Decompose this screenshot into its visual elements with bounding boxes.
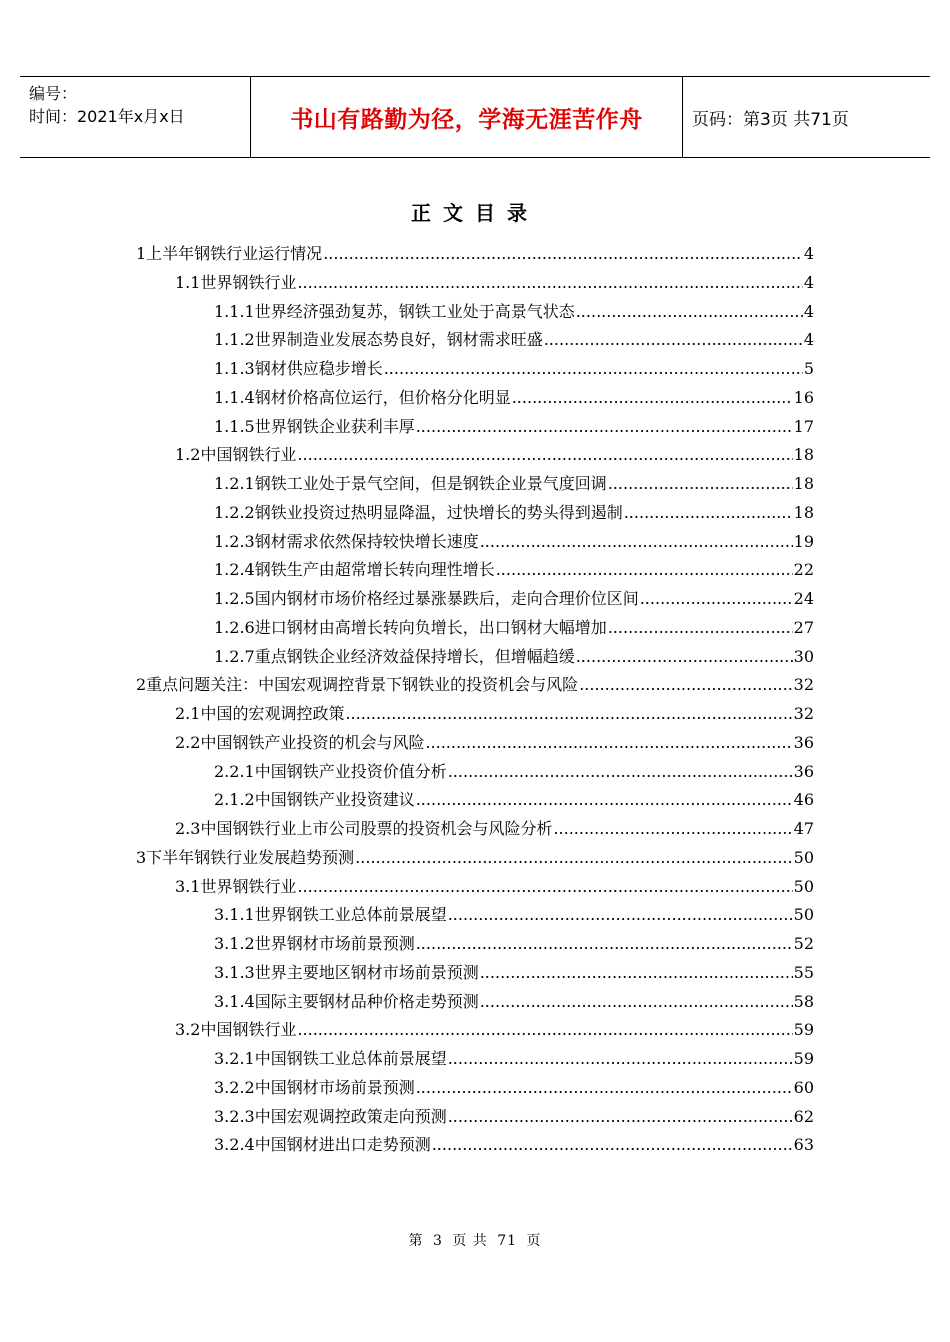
toc-leader-dots xyxy=(416,786,793,814)
toc-entry[interactable] xyxy=(214,528,814,556)
toc-entry[interactable] xyxy=(214,930,814,958)
toc-entry[interactable] xyxy=(175,815,814,843)
toc-leader-dots xyxy=(355,844,792,872)
toc-entry[interactable] xyxy=(214,614,814,642)
footer-middle: 页 共 xyxy=(452,1233,488,1249)
toc-leader-dots xyxy=(624,499,793,527)
toc-entry-title: 2.1.2中国钢铁产业投资建议 xyxy=(214,790,415,810)
toc-entry-page: 18 xyxy=(793,445,814,465)
toc-entry-title: 1.2.3钢材需求依然保持较快增长速度 xyxy=(214,531,479,551)
toc-entry-page: 22 xyxy=(793,560,814,580)
toc-entry-page: 4 xyxy=(803,244,814,263)
toc-entry-title: 1.2中国钢铁行业 xyxy=(175,445,297,465)
header-page-info: 页码：第3页 共71页 xyxy=(692,109,849,130)
toc-leader-dots xyxy=(496,556,793,584)
toc-leader-dots xyxy=(448,758,793,786)
toc-entry[interactable] xyxy=(136,671,814,699)
toc-leader-dots xyxy=(579,671,792,699)
toc-leader-dots xyxy=(512,384,793,412)
toc-entry-title: 3.1世界钢铁行业 xyxy=(175,876,297,896)
toc-entry-page: 50 xyxy=(793,905,814,925)
toc-entry-page: 63 xyxy=(793,1135,814,1155)
toc-leader-dots xyxy=(640,585,793,613)
toc-entry-title: 2.3中国钢铁行业上市公司股票的投资机会与风险分析 xyxy=(175,819,553,838)
toc-leader-dots xyxy=(416,930,793,958)
time-label: 时间：2021年x月x日 xyxy=(29,107,185,126)
toc-entry-title: 1.1.4钢材价格高位运行，但价格分化明显 xyxy=(214,387,511,407)
toc-entry-page: 60 xyxy=(793,1077,814,1097)
toc-entry-title: 2.2.1中国钢铁产业投资价值分析 xyxy=(214,761,447,781)
toc-entry-page: 52 xyxy=(793,934,814,953)
toc-entry-page: 4 xyxy=(803,330,814,350)
toc-entry-title: 1.1.2世界制造业发展态势良好，钢材需求旺盛 xyxy=(214,330,543,350)
toc-entry-title: 1.1.3钢材供应稳步增长 xyxy=(214,359,383,378)
toc-entry-page: 18 xyxy=(793,474,814,493)
document-title: 正文目录 xyxy=(411,201,539,225)
toc-entry-title: 2.1中国的宏观调控政策 xyxy=(175,704,345,723)
toc-entry-title: 3.1.2世界钢材市场前景预测 xyxy=(214,934,415,953)
toc-entry-page: 30 xyxy=(793,646,814,666)
toc-leader-dots xyxy=(576,643,793,671)
page-header xyxy=(20,76,930,158)
toc-entry-title: 3.2.3中国宏观调控政策走向预测 xyxy=(214,1106,447,1126)
toc-leader-dots xyxy=(553,815,792,843)
toc-entry[interactable] xyxy=(214,1074,814,1102)
toc-leader-dots xyxy=(425,729,792,757)
toc-entry-page: 5 xyxy=(803,359,814,378)
toc-entry[interactable] xyxy=(175,441,814,469)
toc-entry-title: 1.2.4钢铁生产由超常增长转向理性增长 xyxy=(214,560,495,580)
toc-entry[interactable] xyxy=(175,873,814,901)
toc-leader-dots xyxy=(345,700,792,728)
toc-entry-title: 3下半年钢铁行业发展趋势预测 xyxy=(136,847,355,867)
toc-entry-title: 3.1.3世界主要地区钢材市场前景预测 xyxy=(214,962,479,982)
toc-leader-dots xyxy=(297,1016,792,1044)
toc-entry[interactable] xyxy=(136,844,814,872)
toc-entry-title: 1.1世界钢铁行业 xyxy=(175,272,297,292)
toc-entry[interactable] xyxy=(214,585,814,613)
toc-leader-dots xyxy=(544,326,803,354)
toc-entry-page: 32 xyxy=(793,675,814,695)
toc-leader-dots xyxy=(448,1103,793,1131)
toc-entry[interactable] xyxy=(214,758,814,786)
toc-entry-title: 2.2中国钢铁产业投资的机会与风险 xyxy=(175,732,425,752)
toc-entry-page: 18 xyxy=(793,502,814,522)
toc-entry[interactable] xyxy=(214,355,814,383)
toc-entry-page: 4 xyxy=(803,272,814,292)
toc-entry[interactable] xyxy=(214,298,814,326)
toc-entry-page: 58 xyxy=(793,991,814,1011)
toc-entry-page: 36 xyxy=(793,732,814,752)
footer-current-page: 3 xyxy=(432,1233,443,1249)
toc-entry-page: 55 xyxy=(793,962,814,982)
toc-entry[interactable] xyxy=(214,901,814,929)
header-motto: 书山有路勤为径，学海无涯苦作舟 xyxy=(251,77,683,157)
toc-entry-page: 17 xyxy=(793,416,814,436)
toc-entry-title: 3.1.4国际主要钢材品种价格走势预测 xyxy=(214,991,479,1011)
toc-leader-dots xyxy=(432,1131,793,1159)
toc-entry-title: 2重点问题关注：中国宏观调控背景下钢铁业的投资机会与风险 xyxy=(136,675,579,695)
toc-leader-dots xyxy=(384,355,803,383)
toc-entry[interactable] xyxy=(214,326,814,354)
toc-entry-page: 32 xyxy=(793,704,814,723)
toc-entry[interactable] xyxy=(214,499,814,527)
toc-entry[interactable] xyxy=(214,1045,814,1073)
toc-entry-title: 1.2.7重点钢铁企业经济效益保持增长，但增幅趋缓 xyxy=(214,646,575,666)
toc-leader-dots xyxy=(416,1074,793,1102)
toc-entry[interactable] xyxy=(214,959,814,987)
footer-prefix: 第 xyxy=(408,1233,424,1249)
toc-entry-page: 59 xyxy=(793,1049,814,1068)
toc-entry-page: 16 xyxy=(793,387,814,407)
toc-entry-page: 24 xyxy=(793,589,814,608)
toc-leader-dots xyxy=(448,1045,793,1073)
toc-entry-page: 62 xyxy=(793,1106,814,1126)
toc-entry[interactable] xyxy=(214,413,814,441)
toc-leader-dots xyxy=(297,269,802,297)
toc-entry[interactable] xyxy=(214,643,814,671)
footer-total-pages: 71 xyxy=(497,1233,518,1249)
toc-entry[interactable] xyxy=(214,470,814,498)
toc-entry[interactable] xyxy=(175,269,814,297)
toc-entry[interactable] xyxy=(175,729,814,757)
toc-leader-dots xyxy=(416,413,793,441)
toc-entry-page: 36 xyxy=(793,761,814,781)
toc-entry-page: 50 xyxy=(793,847,814,867)
toc-entry-title: 1.2.5国内钢材市场价格经过暴涨暴跌后，走向合理价位区间 xyxy=(214,589,639,608)
toc-entry-title: 1.2.1钢铁工业处于景气空间，但是钢铁企业景气度回调 xyxy=(214,474,607,493)
toc-leader-dots xyxy=(480,959,793,987)
toc-entry-title: 1.2.2钢铁业投资过热明显降温，过快增长的势头得到遏制 xyxy=(214,502,623,522)
toc-entry[interactable] xyxy=(175,700,814,728)
toc-entry-page: 4 xyxy=(803,301,814,321)
toc-entry-title: 1上半年钢铁行业运行情况 xyxy=(136,244,323,263)
footer-suffix: 页 xyxy=(526,1233,542,1249)
toc-entry-title: 3.2中国钢铁行业 xyxy=(175,1020,297,1040)
toc-entry-page: 27 xyxy=(793,617,814,637)
toc-leader-dots xyxy=(576,298,803,326)
toc-leader-dots xyxy=(608,614,793,642)
toc-entry[interactable] xyxy=(136,240,814,268)
toc-leader-dots xyxy=(323,240,803,268)
toc-entry-title: 3.2.1中国钢铁工业总体前景展望 xyxy=(214,1049,447,1068)
toc-leader-dots xyxy=(297,441,792,469)
toc-entry-page: 46 xyxy=(793,790,814,810)
toc-leader-dots xyxy=(448,901,793,929)
toc-entry[interactable] xyxy=(214,556,814,584)
toc-leader-dots xyxy=(608,470,793,498)
toc-entry[interactable] xyxy=(214,384,814,412)
toc-entry-page: 50 xyxy=(793,876,814,896)
toc-entry-title: 1.1.1世界经济强劲复苏，钢铁工业处于高景气状态 xyxy=(214,301,575,321)
toc-entry[interactable] xyxy=(214,1103,814,1131)
toc-entry[interactable] xyxy=(214,786,814,814)
toc-entry[interactable] xyxy=(214,1131,814,1159)
toc-leader-dots xyxy=(480,528,793,556)
toc-entry-page: 59 xyxy=(793,1020,814,1040)
toc-entry-title: 3.2.2中国钢材市场前景预测 xyxy=(214,1077,415,1097)
toc-entry-page: 47 xyxy=(793,819,814,838)
toc-entry-title: 1.1.5世界钢铁企业获利丰厚 xyxy=(214,416,415,436)
toc-leader-dots xyxy=(297,873,792,901)
toc-entry[interactable] xyxy=(175,1016,814,1044)
toc-leader-dots xyxy=(480,988,793,1016)
toc-entry[interactable] xyxy=(214,988,814,1016)
toc-entry-title: 3.2.4中国钢材进出口走势预测 xyxy=(214,1135,431,1155)
page-footer xyxy=(0,1230,950,1250)
toc-entry-title: 3.1.1世界钢铁工业总体前景展望 xyxy=(214,905,447,925)
number-label: 编号： xyxy=(29,84,78,103)
toc-entry-page: 19 xyxy=(793,531,814,551)
toc-entry-title: 1.2.6进口钢材由高增长转向负增长，出口钢材大幅增加 xyxy=(214,617,607,637)
header-meta xyxy=(20,77,251,157)
